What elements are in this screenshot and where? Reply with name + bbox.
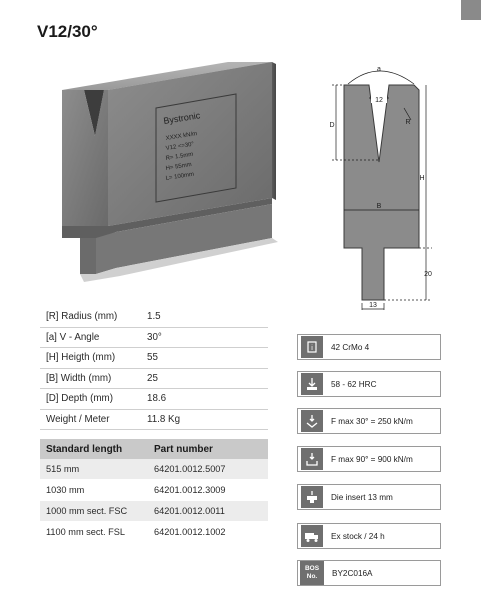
width-label: B — [376, 203, 382, 210]
spec-label: [B] Width (mm) — [46, 372, 112, 384]
feature-text: 58 - 62 HRC — [331, 379, 377, 389]
feature-text: F max 90° = 900 kN/m — [331, 454, 413, 464]
photo-line-3: R= 1.5mm — [165, 151, 194, 162]
table-row — [40, 522, 268, 543]
cross-section-drawing — [322, 60, 442, 310]
spec-label: [R] Radius (mm) — [46, 311, 118, 323]
photo-brand-text: Bystronic — [162, 110, 201, 126]
angle-label: a — [377, 66, 381, 73]
radius-label: R — [405, 119, 411, 126]
bos-icon — [300, 561, 324, 585]
parts-table-header — [40, 439, 268, 459]
length-cell: 515 mm — [46, 464, 80, 474]
spec-row-radius — [40, 307, 268, 328]
tang-height-label: 20 — [424, 271, 432, 278]
spec-value: 30° — [147, 331, 162, 343]
part-number-cell: 64201.0012.5007 — [154, 464, 226, 474]
spec-row-depth — [40, 389, 268, 410]
table-row — [40, 459, 268, 480]
spec-row-weight — [40, 410, 268, 431]
photo-line-1: XXXX kN/m — [165, 131, 198, 142]
photo-line-5: L= 100mm — [165, 171, 195, 182]
corner-tab — [461, 0, 481, 20]
force-30-icon — [301, 410, 323, 432]
spec-row-width — [40, 369, 268, 390]
feature-text: Die insert 13 mm — [331, 492, 393, 502]
parts-table-body — [40, 459, 268, 543]
feature-stock — [297, 523, 441, 549]
spec-label: Weight / Meter — [46, 413, 110, 425]
length-cell: 1000 mm sect. FSC — [46, 506, 128, 516]
length-cell: 1100 mm sect. FSL — [46, 527, 125, 537]
spec-value: 25 — [147, 372, 158, 384]
feature-text: Ex stock / 24 h — [331, 531, 385, 541]
part-number-cell: 64201.0012.3009 — [154, 485, 226, 495]
table-row — [40, 501, 268, 522]
spec-value: 1.5 — [147, 311, 161, 323]
die-insert-icon — [301, 486, 323, 508]
feature-force-90 — [297, 446, 441, 472]
svg-text:i: i — [311, 345, 313, 352]
depth-label: D — [329, 122, 335, 129]
feature-text: 42 CrMo 4 — [331, 342, 370, 352]
parts-table — [40, 439, 268, 543]
part-number-cell: 64201.0012.1002 — [154, 527, 226, 537]
tang-width-label: 13 — [369, 302, 377, 309]
spec-label: [D] Depth (mm) — [46, 393, 113, 405]
feature-force-30 — [297, 408, 441, 434]
spec-label: [a] V - Angle — [46, 331, 100, 343]
spec-value: 55 — [147, 352, 158, 364]
table-row — [40, 480, 268, 501]
feature-hardness — [297, 371, 441, 397]
height-label: H — [419, 175, 425, 182]
spec-table — [40, 307, 268, 430]
stock-icon — [301, 525, 323, 547]
spec-value: 11.8 Kg — [147, 413, 181, 425]
feature-text: F max 30° = 250 kN/m — [331, 416, 413, 426]
page-title: V12/30° — [37, 22, 98, 41]
spec-row-height — [40, 348, 268, 369]
feature-material — [297, 334, 441, 360]
part-number-cell: 64201.0012.0011 — [154, 506, 225, 516]
opening-label: 12 — [375, 97, 383, 104]
header-length: Standard length — [46, 443, 123, 455]
length-cell: 1030 mm — [46, 485, 85, 495]
photo-line-4: H= 55mm — [165, 161, 193, 172]
header-part-number: Part number — [154, 443, 213, 455]
spec-row-angle — [40, 328, 268, 349]
die-photo — [40, 38, 296, 294]
spec-label: [H] Heigth (mm) — [46, 352, 116, 364]
photo-line-2: V12 <=30° — [165, 141, 195, 152]
bos-badge-line-2: No. — [306, 573, 318, 580]
feature-text: BY2C016A — [332, 568, 373, 578]
feature-bos-number — [297, 560, 441, 586]
bos-badge-line-1: BOS — [304, 565, 320, 572]
force-90-icon — [301, 448, 323, 470]
feature-die-insert — [297, 484, 441, 510]
spec-value: 18.6 — [147, 393, 167, 405]
hardness-icon — [301, 373, 323, 395]
material-icon — [301, 336, 323, 358]
